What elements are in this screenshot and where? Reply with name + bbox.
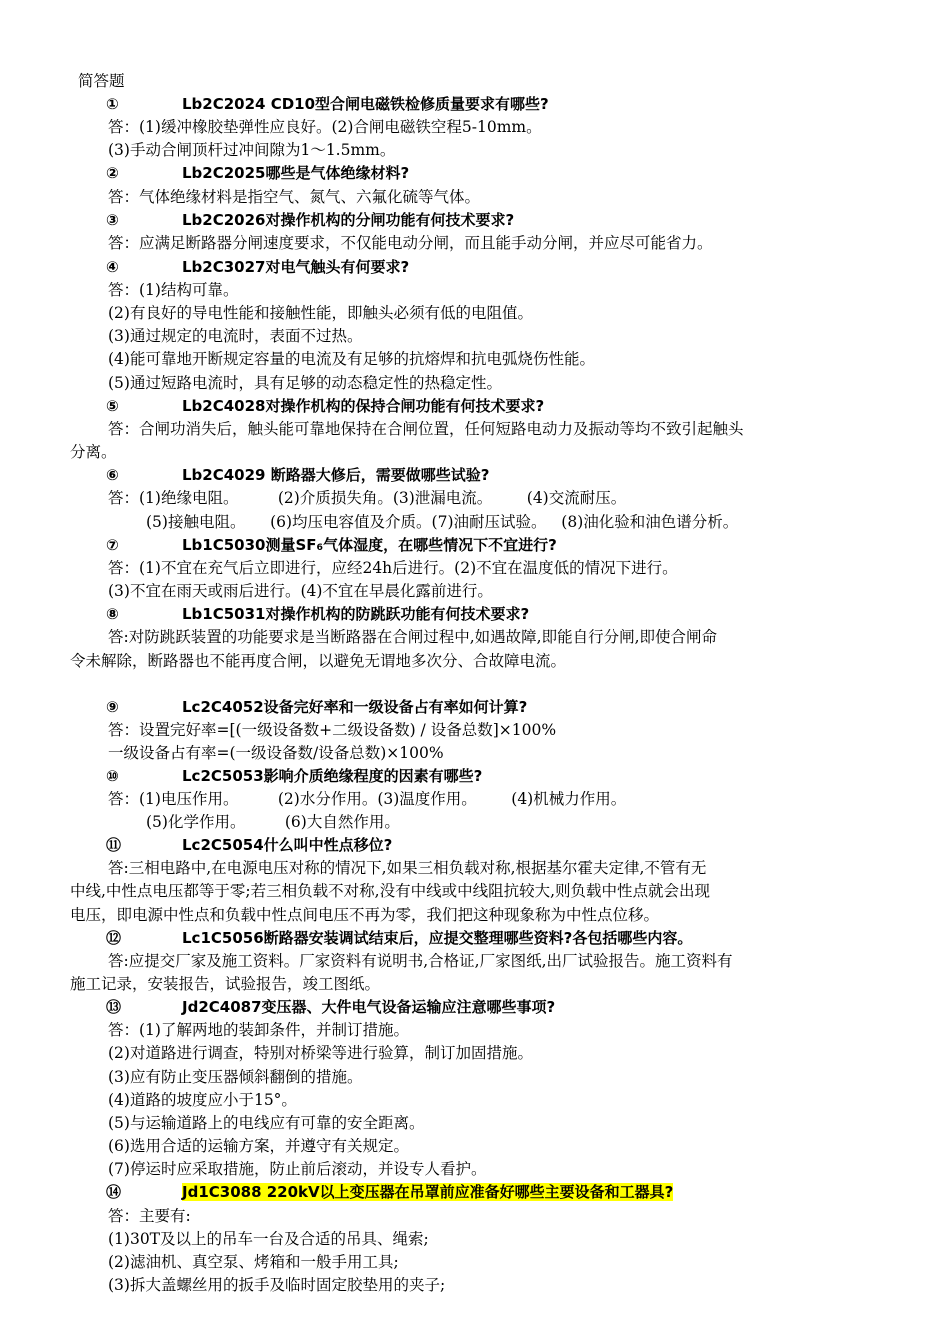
answer-line: (2)有良好的导电性能和接触性能，即触头必须有低的电阻值。	[108, 304, 533, 322]
question-4-heading	[106, 256, 409, 278]
answer-line: 一级设备占有率=(一级设备数/设备总数)×100%	[108, 744, 444, 762]
question-title: 设备完好率和一级设备占有率如何计算?	[263, 698, 528, 716]
question-number: ⑧	[106, 605, 119, 623]
answer-line: (3)应有防止变压器倾斜翻倒的措施。	[108, 1068, 363, 1086]
answer-line: 答：(1)不宜在充气后立即进行，应经24h后进行。(2)不宜在温度低的情况下进行。	[108, 559, 678, 577]
question-number: ⑤	[106, 397, 119, 415]
answer-line: 施工记录，安装报告，试验报告，竣工图纸。	[70, 975, 381, 993]
question-title: 对操作机构的分闸功能有何技术要求?	[265, 211, 515, 229]
answer-line: 答：主要有:	[108, 1207, 191, 1225]
question-2-heading	[106, 162, 409, 184]
answer-line: 答:三相电路中,在电源电压对称的情况下,如果三相负载对称,根据基尔霍夫定律,不管有无	[108, 859, 707, 877]
answer-line: 答：(1)绝缘电阻。 (2)介质损失角。(3)泄漏电流。 (4)交流耐压。	[108, 489, 627, 507]
question-number: ④	[106, 258, 119, 276]
question-title: 断路器安装调试结束后，应提交整理哪些资料?各包括哪些内容。	[263, 929, 693, 947]
question-code: Jd1C3088 220kV	[182, 1183, 320, 1201]
question-code: Lb2C4029	[182, 466, 266, 484]
answer-line: 答：(1)结构可靠。	[108, 281, 239, 299]
answer-line: (4)能可靠地开断规定容量的电流及有足够的抗熔焊和抗电弧烧伤性能。	[108, 350, 595, 368]
question-code: Lc2C4052	[182, 698, 264, 716]
answer-line: (5)接触电阻。 (6)均压电容值及介质。(7)油耐压试验。 (8)油化验和油色谱分析。	[146, 513, 739, 531]
question-code: Lb2C2024 CD10	[182, 95, 316, 113]
question-13-heading	[106, 996, 555, 1018]
question-title: 什么叫中性点移位?	[263, 836, 393, 854]
answer-line: 答：气体绝缘材料是指空气、氮气、六氟化硫等气体。	[108, 188, 481, 206]
question-number: ②	[106, 164, 119, 182]
question-6-heading	[106, 464, 489, 486]
question-number: ⑬	[106, 998, 122, 1016]
answer-line: (3)拆大盖螺丝用的扳手及临时固定胶垫用的夹子;	[108, 1276, 446, 1294]
question-number: ⑦	[106, 536, 119, 554]
question-code: Lb2C4028	[182, 397, 266, 415]
question-code: Lc2C5054	[182, 836, 264, 854]
question-12-heading	[106, 927, 692, 949]
question-1-heading	[106, 93, 549, 115]
answer-line: 答：设置完好率=[(一级设备数+二级设备数) / 设备总数]×100%	[108, 721, 557, 739]
question-number: ⑪	[106, 836, 122, 854]
answer-line: 答:应提交厂家及施工资料。厂家资料有说明书,合格证,厂家图纸,出厂试验报告。施工资料有	[108, 952, 733, 970]
answer-line: 答：(1)缓冲橡胶垫弹性应良好。(2)合闸电磁铁空程5-10mm。	[108, 118, 542, 136]
question-title: 对操作机构的保持合闸功能有何技术要求?	[265, 397, 545, 415]
question-title: 对操作机构的防跳跃功能有何技术要求?	[265, 605, 530, 623]
answer-line: (7)停运时应采取措施，防止前后滚动，并设专人看护。	[108, 1160, 487, 1178]
answer-line: (6)选用合适的运输方案，并遵守有关规定。	[108, 1137, 409, 1155]
question-7-heading	[106, 534, 557, 556]
question-title: 影响介质绝缘程度的因素有哪些?	[263, 767, 483, 785]
question-code: Lb2C2025	[182, 164, 266, 182]
question-code: Lb2C3027	[182, 258, 266, 276]
answer-line: (5)与运输道路上的电线应有可靠的安全距离。	[108, 1114, 425, 1132]
highlighted-question-text	[182, 1183, 673, 1201]
answer-line: 令未解除，断路器也不能再度合闸，以避免无谓地多次分、合故障电流。	[70, 652, 567, 670]
question-title: 以上变压器在吊罩前应准备好哪些主要设备和工器具?	[319, 1183, 674, 1201]
question-number: ③	[106, 211, 119, 229]
question-number: ⑫	[106, 929, 122, 947]
question-code: Lc1C5056	[182, 929, 264, 947]
question-9-heading	[106, 696, 527, 718]
answer-line: 答：合闸功消失后，触头能可靠地保持在合闸位置，任何短路电动力及振动等均不致引起触头	[108, 420, 744, 438]
question-title: 型合闸电磁铁检修质量要求有哪些?	[315, 95, 549, 113]
question-code: Jd2C4087	[182, 998, 262, 1016]
answer-line: 答：(1)电压作用。 (2)水分作用。(3)温度作用。 (4)机械力作用。	[108, 790, 627, 808]
answer-line: (5)通过短路电流时，具有足够的动态稳定性的热稳定性。	[108, 374, 502, 392]
question-number: ①	[106, 95, 119, 113]
question-8-heading	[106, 603, 529, 625]
answer-line: 中线,中性点电压都等于零;若三相负载不对称,没有中线或中线阻抗较大,则负载中性点就会出现	[70, 882, 711, 900]
answer-line: 答：(1)了解两地的装卸条件，并制订措施。	[108, 1021, 409, 1039]
answer-line: (2)对道路进行调查，特别对桥梁等进行验算，制订加固措施。	[108, 1044, 533, 1062]
question-code: Lb1C5031	[182, 605, 266, 623]
question-number: ⑭	[106, 1183, 122, 1201]
question-code: Lb2C2026	[182, 211, 266, 229]
answer-line: (3)不宜在雨天或雨后进行。(4)不宜在早晨化露前进行。	[108, 582, 493, 600]
answer-line: 电压，即电源中性点和负载中性点间电压不再为零，我们把这种现象称为中性点位移。	[70, 906, 660, 924]
question-11-heading	[106, 834, 392, 856]
question-number: ⑥	[106, 466, 119, 484]
question-5-heading	[106, 395, 544, 417]
question-title: 变压器、大件电气设备运输应注意哪些事项?	[261, 998, 556, 1016]
answer-line: (3)通过规定的电流时，表面不过热。	[108, 327, 363, 345]
answer-line: (2)滤油机、真空泵、烤箱和一般手用工具;	[108, 1253, 399, 1271]
question-14-heading	[106, 1181, 673, 1203]
question-10-heading	[106, 765, 482, 787]
question-title: 断路器大修后，需要做哪些试验?	[265, 466, 490, 484]
question-number: ⑩	[106, 767, 119, 785]
answer-line: 分离。	[70, 443, 117, 461]
question-code: Lc2C5053	[182, 767, 264, 785]
question-title: 哪些是气体绝缘材料?	[265, 164, 410, 182]
question-3-heading	[106, 209, 514, 231]
answer-line: (4)道路的坡度应小于15°。	[108, 1091, 297, 1109]
answer-line: 答:对防跳跃装置的功能要求是当断路器在合闸过程中,如遇故障,即能自行分闸,即使合闸命	[108, 628, 718, 646]
answer-line: (5)化学作用。 (6)大自然作用。	[146, 813, 400, 831]
question-number: ⑨	[106, 698, 119, 716]
answer-line: 答：应满足断路器分闸速度要求，不仅能电动分闸，而且能手动分闸，并应尽可能省力。	[108, 234, 713, 252]
answer-line: (3)手动合闸顶杆过冲间隙为1～1.5mm。	[108, 141, 396, 159]
question-code: Lb1C5030	[182, 536, 266, 554]
answer-line: (1)30T及以上的吊车一台及合适的吊具、绳索;	[108, 1230, 429, 1248]
section-title: 简答题	[78, 72, 125, 90]
question-title: 对电气触头有何要求?	[265, 258, 410, 276]
question-title: 测量SF₆气体湿度，在哪些情况下不宜进行?	[265, 536, 557, 554]
